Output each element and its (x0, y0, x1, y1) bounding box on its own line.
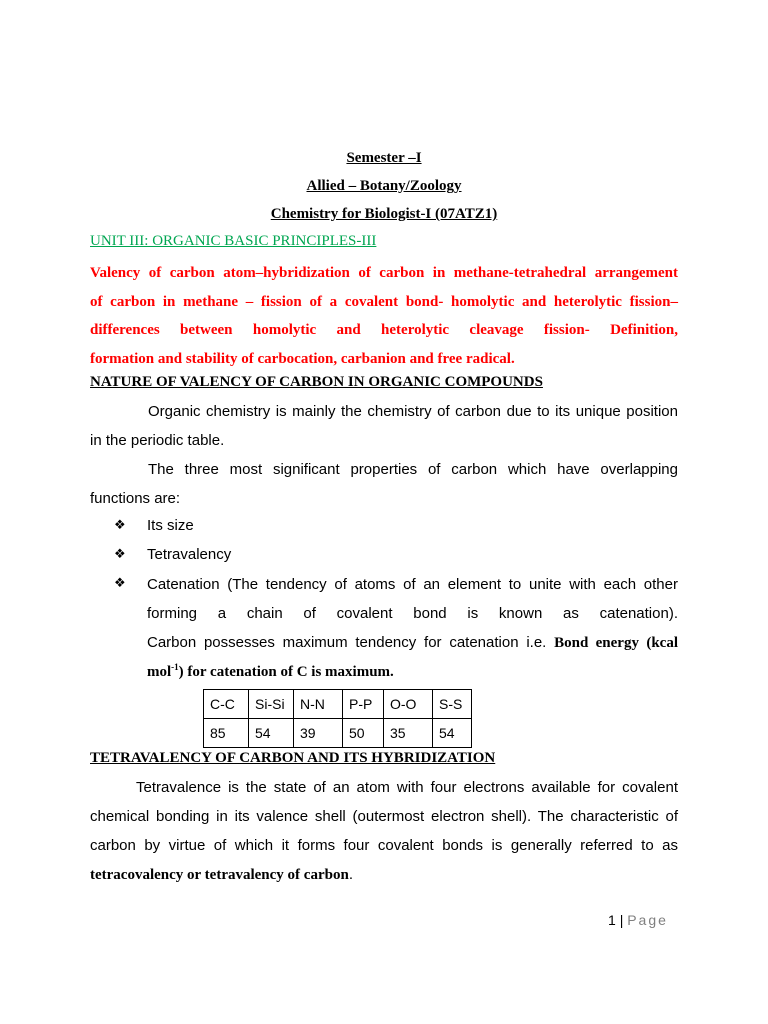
intro-paragraph (90, 397, 678, 455)
paper-heading: Chemistry for Biologist-I (07ATZ1) (270, 206, 498, 222)
syllabus-line: of carbon in methane – fission of a covalent bond- homolytic and heterolytic fission– (90, 293, 678, 310)
section-heading-tetravalency: TETRAVALENCY OF CARBON AND ITS HYBRIDIZATION (90, 750, 496, 766)
tetravalency-bold: tetracovalency or tetravalency of carbon (90, 867, 349, 883)
para-line: Organic chemistry is mainly the chemistry of carbon due to its unique position (148, 403, 678, 420)
semester-heading: Semester –I (346, 150, 422, 166)
table-header-row (204, 690, 472, 719)
page-footer (608, 912, 668, 928)
table-header-cell: Si-Si (249, 690, 294, 719)
para-line: Tetravalence is the state of an atom with four electrons available for covalent (136, 779, 678, 796)
table-header-cell: P-P (343, 690, 384, 719)
bond-energy-bold: Bond energy (kcal (554, 635, 678, 651)
table-header-cell: C-C (204, 690, 249, 719)
catenation-line: Catenation (The tendency of atoms of an element to unite with each other (147, 576, 678, 593)
table-header-cell: N-N (294, 690, 343, 719)
bullet-item: Tetravalency (147, 546, 232, 563)
bond-energy-unit: mol (147, 664, 172, 680)
end-punct: . (348, 866, 353, 883)
table-row (204, 719, 472, 748)
table-cell: 54 (433, 719, 472, 748)
para-line: The three most significant properties of carbon which have overlapping (148, 461, 678, 478)
catenation-bullet (147, 570, 678, 687)
page-label: Page (627, 912, 668, 928)
syllabus-block (90, 259, 678, 373)
catenation-line: forming a chain of covalent bond is known as catenation). (147, 605, 678, 622)
bond-energy-table (203, 689, 472, 748)
table-header-cell: O-O (384, 690, 433, 719)
bullet-item: Its size (147, 517, 194, 534)
bond-energy-sup: -1 (171, 662, 179, 672)
bullet-icon: ❖ (114, 575, 126, 590)
bond-energy-text: ) for catenation of C is maximum. (178, 664, 394, 680)
table-cell: 35 (384, 719, 433, 748)
page-number: 1 (608, 912, 616, 928)
unit-title: UNIT III: ORGANIC BASIC PRINCIPLES-III (90, 233, 377, 249)
properties-paragraph (90, 455, 678, 513)
para-line: chemical bonding in its valence shell (outermost electron shell). The characteristic of (90, 808, 678, 825)
table-cell: 85 (204, 719, 249, 748)
section-heading-valency: NATURE OF VALENCY OF CARBON IN ORGANIC COMPOUNDS (90, 374, 543, 390)
para-line: in the periodic table. (90, 432, 225, 449)
bullet-icon: ❖ (114, 517, 126, 532)
para-line: functions are: (90, 490, 181, 507)
footer-separator: | (619, 912, 624, 928)
catenation-line: Carbon possesses maximum tendency for catenation i.e. (147, 634, 547, 651)
syllabus-line: Valency of carbon atom–hybridization of carbon in methane-tetrahedral arrangement (90, 265, 678, 281)
syllabus-line: differences between homolytic and heterolytic cleavage fission- Definition, (90, 322, 678, 338)
table-cell: 39 (294, 719, 343, 748)
para-line: carbon by virtue of which it forms four covalent bonds is generally referred to as (90, 837, 678, 854)
table-cell: 50 (343, 719, 384, 748)
tetravalency-paragraph (90, 773, 678, 890)
bullet-icon: ❖ (114, 546, 126, 561)
table-cell: 54 (249, 719, 294, 748)
syllabus-line: formation and stability of carbocation, carbanion and free radical. (90, 350, 515, 367)
table-header-cell: S-S (433, 690, 472, 719)
course-heading: Allied – Botany/Zoology (306, 178, 462, 194)
